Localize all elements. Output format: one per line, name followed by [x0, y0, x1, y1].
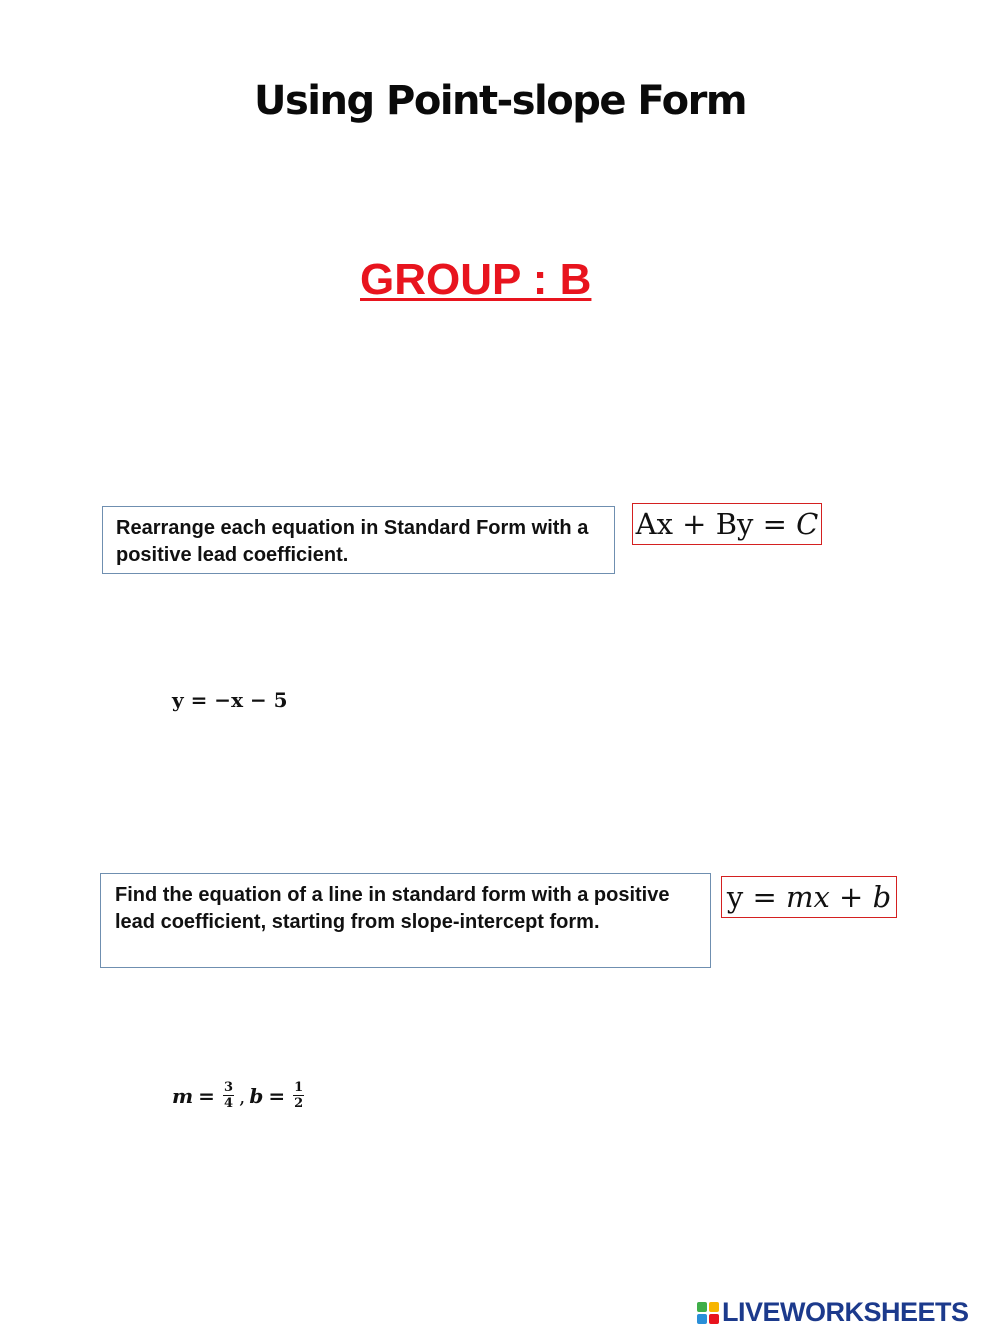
- b-denominator: 2: [294, 1096, 304, 1111]
- formula-text: Ax + By =: [635, 507, 797, 541]
- instruction-text: Rearrange each equation in Standard Form with a positive lead coefficient.: [116, 517, 589, 566]
- given-slope-intercept-values: [172, 1080, 307, 1111]
- b-label: b: [249, 1083, 264, 1108]
- slope-intercept-formula: [721, 876, 897, 918]
- formula-mx: mx: [785, 880, 830, 914]
- equation-to-rearrange: y = −x − 5: [172, 688, 288, 712]
- b-numerator: 1: [294, 1080, 304, 1095]
- page-title: Using Point-slope Form: [253, 78, 747, 124]
- liveworksheets-logo-icon: [697, 1302, 719, 1324]
- logo-square-yellow: [709, 1302, 719, 1312]
- m-denominator: 4: [223, 1096, 233, 1111]
- formula-constant: C: [796, 507, 819, 541]
- m-fraction: [223, 1080, 234, 1111]
- standard-form-formula: [632, 503, 822, 545]
- formula-plus: +: [829, 880, 873, 914]
- separator: ,: [238, 1083, 246, 1108]
- logo-square-blue: [697, 1314, 707, 1324]
- equals-sign: =: [198, 1083, 215, 1108]
- logo-square-green: [697, 1302, 707, 1312]
- formula-b: b: [872, 880, 892, 914]
- formula-y: y =: [726, 880, 786, 914]
- b-fraction: [293, 1080, 304, 1111]
- liveworksheets-logo: [697, 1297, 969, 1328]
- instruction-box-standard-form: [102, 506, 615, 574]
- m-label: m: [172, 1083, 194, 1108]
- equals-sign: =: [268, 1083, 286, 1108]
- instruction-box-slope-intercept: [100, 873, 711, 968]
- m-numerator: 3: [223, 1080, 233, 1095]
- group-heading: GROUP : B: [360, 255, 592, 304]
- brand-text: LIVEWORKSHEETS: [722, 1297, 969, 1327]
- instruction-text: Find the equation of a line in standard form with a positive lead coefficient, starting from slope-intercept form.: [115, 884, 670, 933]
- logo-square-red: [709, 1314, 719, 1324]
